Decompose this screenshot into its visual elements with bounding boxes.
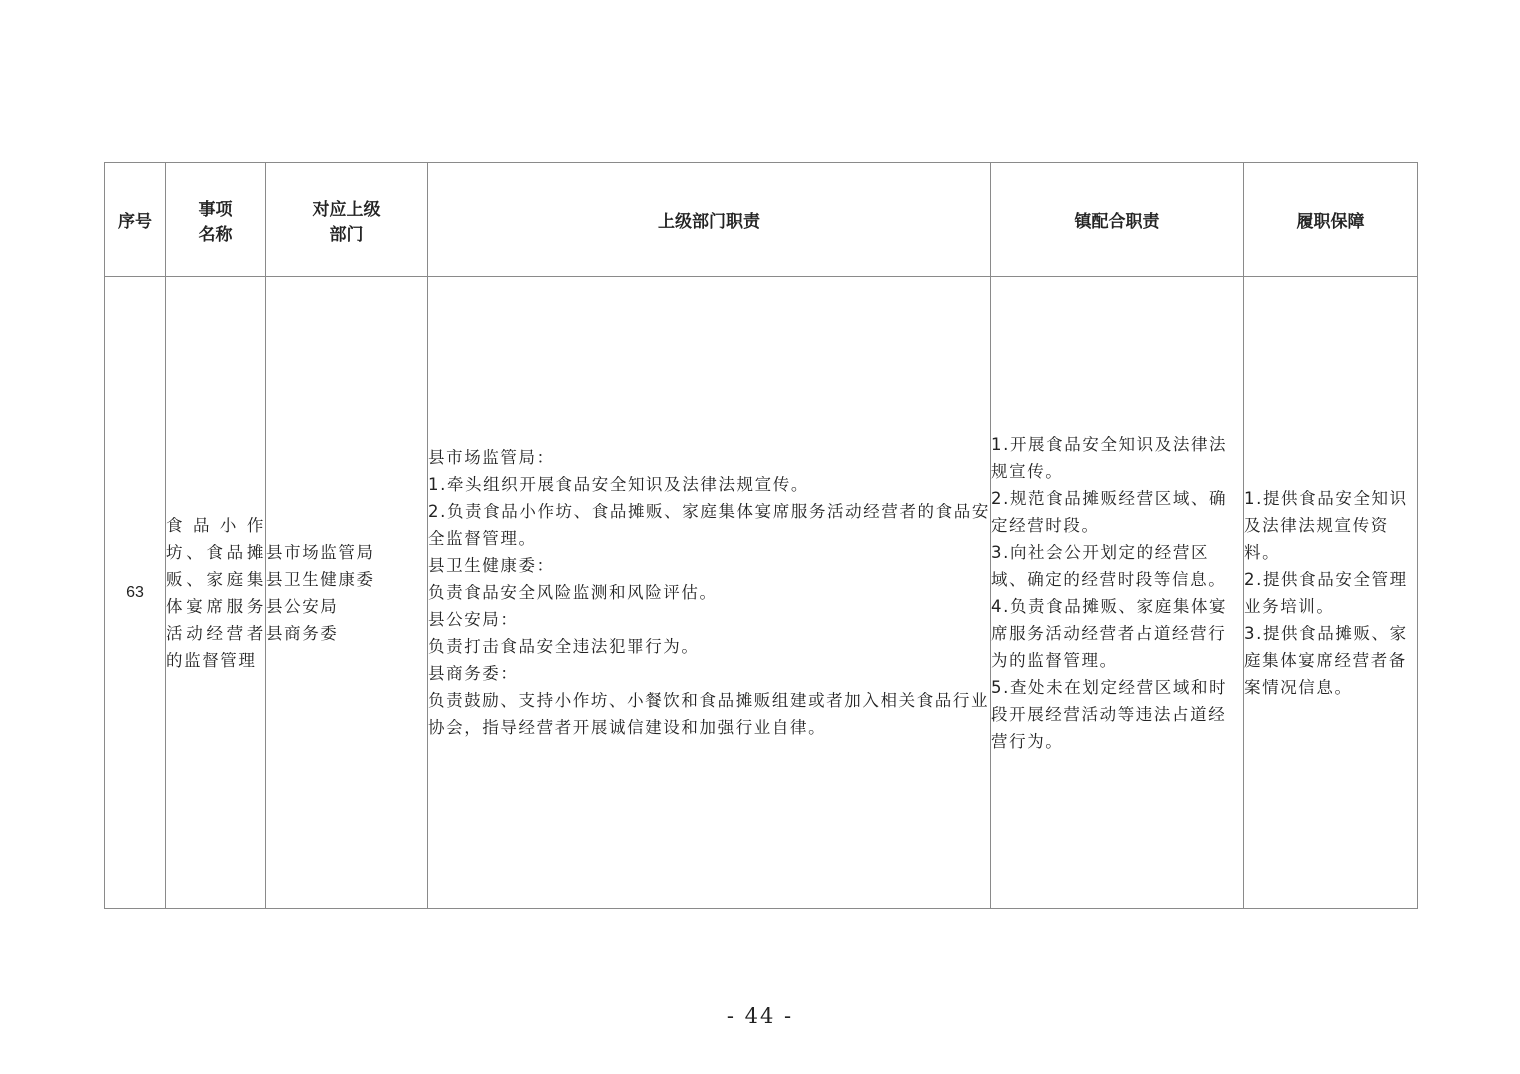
header-upper-duty: 上级部门职责 xyxy=(428,163,991,277)
header-name xyxy=(166,163,266,277)
guarantee-item: 3.提供食品摊贩、家庭集体宴席经营者备案情况信息。 xyxy=(1244,623,1408,697)
upper-duty-item: 县商务委： xyxy=(428,664,519,683)
dept-item: 县市场监管局 xyxy=(266,542,375,562)
guarantee-item: 2.提供食品安全管理业务培训。 xyxy=(1244,569,1408,616)
dept-item: 县公安局 xyxy=(266,596,339,616)
header-dept-line2: 部门 xyxy=(329,224,364,245)
row-town-duty xyxy=(991,277,1244,909)
upper-duty-item: 县公安局： xyxy=(428,610,519,629)
dept-item: 县卫生健康委 xyxy=(266,569,375,589)
header-guarantee: 履职保障 xyxy=(1244,163,1418,277)
upper-duty-item: 县卫生健康委： xyxy=(428,556,555,575)
duty-table xyxy=(104,162,1418,909)
row-guarantee xyxy=(1244,277,1418,909)
upper-duty-item: 1.牵头组织开展食品安全知识及法律法规宣传。 xyxy=(428,475,809,494)
upper-duty-item: 负责打击食品安全违法犯罪行为。 xyxy=(428,637,700,656)
dept-item: 县商务委 xyxy=(266,623,339,643)
header-no: 序号 xyxy=(105,163,166,277)
upper-duty-item: 负责鼓励、支持小作坊、小餐饮和食品摊贩组建或者加入相关食品行业协会，指导经营者开展诚信建设和加强行业自律。 xyxy=(428,691,990,737)
town-duty-item: 1.开展食品安全知识及法律法规宣传。 xyxy=(991,434,1228,481)
header-name-line2: 名称 xyxy=(198,224,233,245)
table-row xyxy=(105,277,1418,909)
upper-duty-item: 2.负责食品小作坊、食品摊贩、家庭集体宴席服务活动经营者的食品安全监督管理。 xyxy=(428,502,990,548)
header-row xyxy=(105,163,1418,277)
town-duty-item: 4.负责食品摊贩、家庭集体宴席服务活动经营者占道经营行为的监督管理。 xyxy=(991,596,1228,670)
town-duty-item: 3.向社会公开划定的经营区域、确定的经营时段等信息。 xyxy=(991,542,1227,589)
guarantee-item: 1.提供食品安全知识及法律法规宣传资料。 xyxy=(1244,488,1408,562)
header-town-duty: 镇配合职责 xyxy=(991,163,1244,277)
row-no: 63 xyxy=(105,277,166,909)
row-depts xyxy=(266,277,428,909)
header-dept xyxy=(266,163,428,277)
town-duty-item: 5.查处未在划定经营区域和时段开展经营活动等违法占道经营行为。 xyxy=(991,677,1228,751)
header-dept-line1: 对应上级 xyxy=(312,199,381,220)
row-name: 食品小作坊、食品摊贩、家庭集体宴席服务活动经营者的监督管理 xyxy=(166,277,266,909)
upper-duty-item: 负责食品安全风险监测和风险评估。 xyxy=(428,583,718,602)
header-name-line1: 事项 xyxy=(198,199,233,220)
row-upper-duty xyxy=(428,277,991,909)
upper-duty-item: 县市场监管局： xyxy=(428,448,555,467)
page-number: - 44 - xyxy=(726,1004,794,1028)
town-duty-item: 2.规范食品摊贩经营区域、确定经营时段。 xyxy=(991,488,1228,535)
